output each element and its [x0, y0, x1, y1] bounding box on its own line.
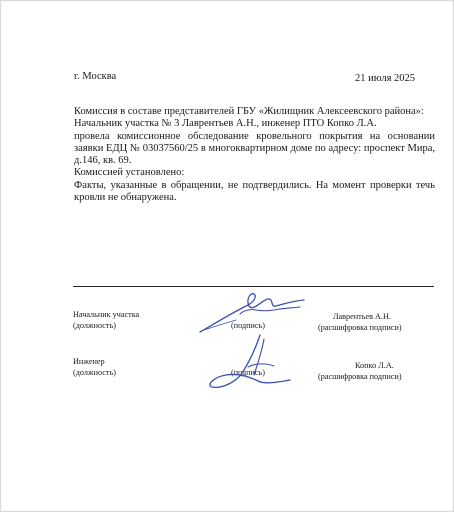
signature-1-position: Начальник участка	[73, 310, 140, 319]
signature-2-position: Инженер	[73, 357, 105, 366]
inspection-paragraph: провела комиссионное обследование кровельного покрытия на основании заявки ЕДЦ № 03037560/25 в многоквартирном доме по адресу: проспект Мира, д.146, кв. 69.	[74, 130, 435, 167]
signature-1-position-caption: (должность)	[73, 321, 116, 330]
document-date: 21 июля 2025	[355, 73, 416, 84]
signature-2-signature-caption: (подпись)	[231, 368, 265, 377]
established-paragraph: Комиссией установлено:	[74, 167, 185, 179]
signature-1-name: Лаврентьев А.Н.	[333, 312, 391, 321]
signature-1-name-caption: (расшифровка подписи)	[318, 323, 402, 332]
members-paragraph: Начальник участка № 3 Лаврентьев А.Н., инженер ПТО Копко Л.А.	[74, 118, 377, 130]
document-place: г. Москва	[74, 71, 117, 82]
findings-paragraph: Факты, указанные в обращении, не подтвердились. На момент проверки течь кровли не обнаружена.	[74, 179, 435, 204]
signature-2-name: Копко Л.А.	[355, 361, 394, 370]
signature-1-signature-caption: (подпись)	[231, 321, 265, 330]
commission-paragraph: Комиссия в составе представителей ГБУ «Жилищник Алексеевского района»:	[74, 106, 424, 117]
signature-divider	[73, 286, 434, 287]
signature-2-position-caption: (должность)	[73, 368, 116, 377]
signature-2-name-caption: (расшифровка подписи)	[318, 372, 402, 381]
document-body	[74, 106, 435, 204]
